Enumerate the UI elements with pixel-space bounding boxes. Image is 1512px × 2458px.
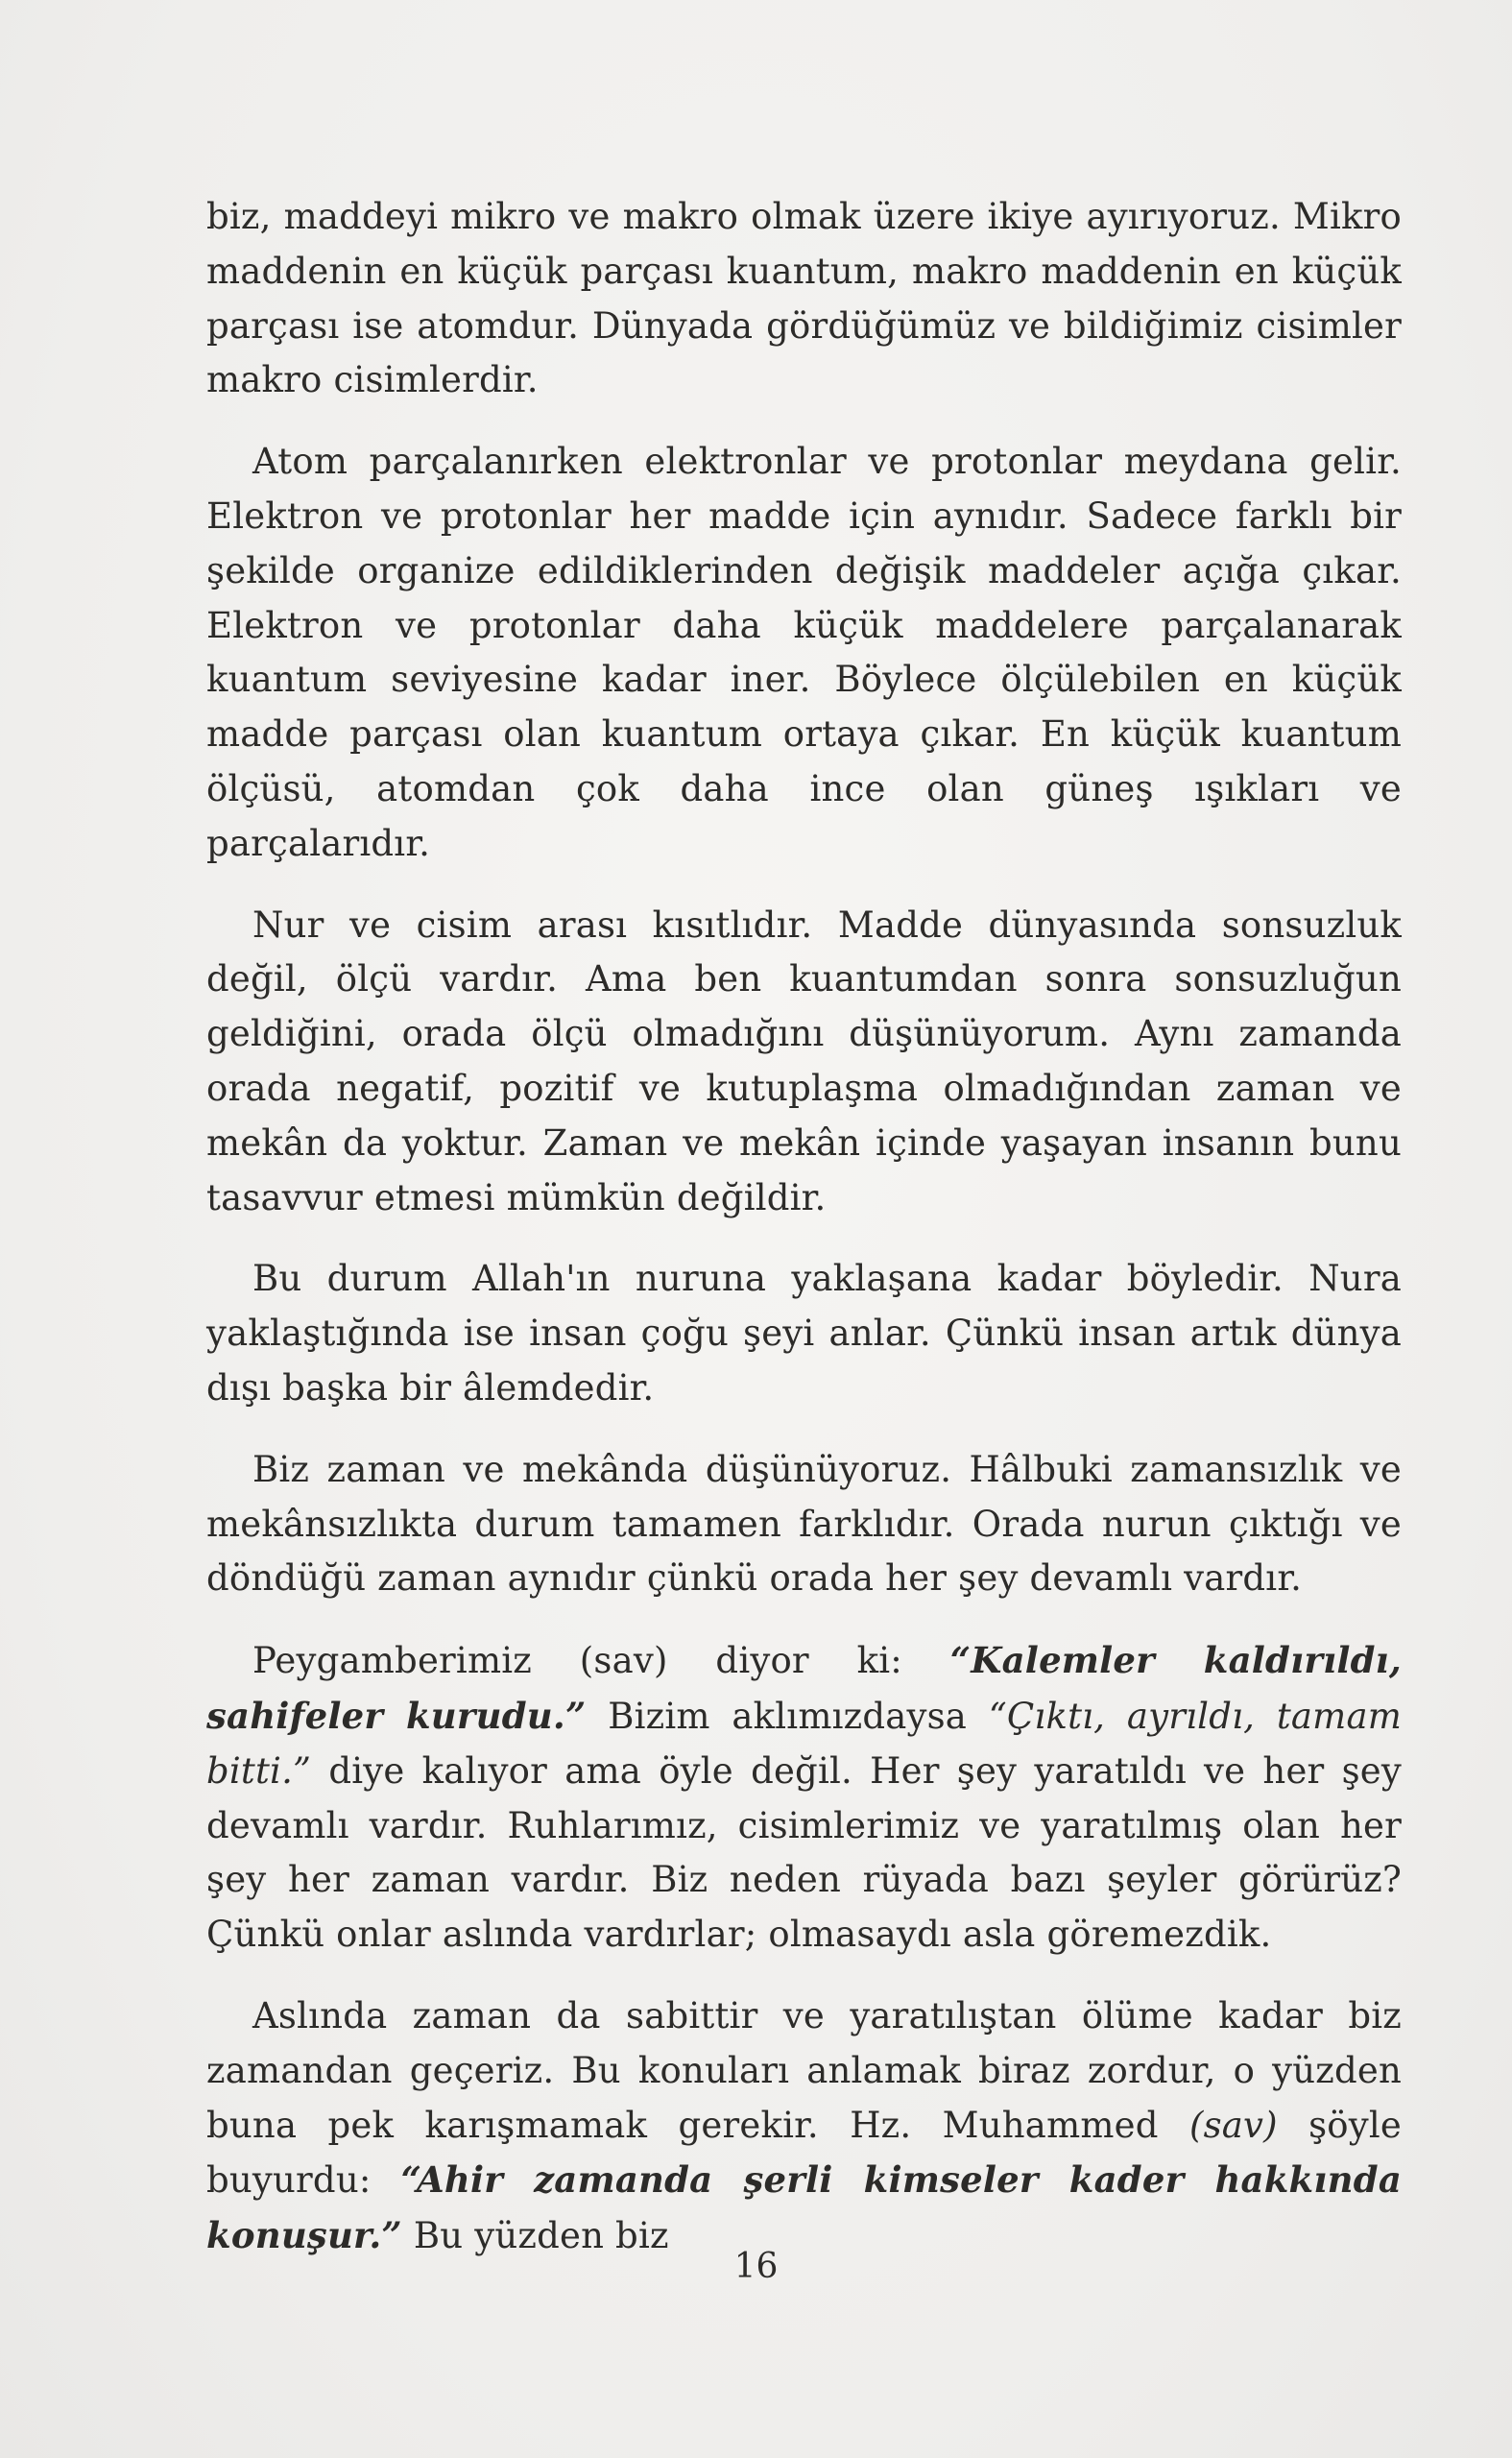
paragraph [206,1252,1402,1415]
page-number: 16 [733,2247,779,2286]
text-span: Biz zaman ve mekânda düşünüyoruz. Hâlbuki zamansızlık ve mekânsızlıkta durum tamamen farklıdır. Orada nurun çıktığı ve döndüğü zaman aynıdır çünkü orada her şey devamlı vardır. [206,1448,1402,1600]
text-span: biz, maddeyi mikro ve makro olmak üzere ikiye ayırıyoruz. Mikro maddenin en küçük parçası kuantum, makro maddenin en küçük parçası ise atomdur. Dünyada gördüğümüz ve bildiğimiz cisimler makro cisimlerdir. [206,196,1402,401]
text-span: Nur ve cisim arası kısıtlıdır. Madde dünyasında sonsuzluk değil, ölçü vardır. Ama ben kuantumdan sonra sonsuzluğun geldiğini, orada ölçü olmadığını düşünüyorum. Aynı zamanda orada negatif, pozitif ve kutuplaşma olmadığından zaman ve mekân da yoktur. Zaman ve mekân içinde yaşayan insanın bunu tasavvur etmesi mümkün değildir. [206,904,1402,1218]
emphasis-span: “Çıktı, ayrıldı, tamam bitti.” [206,1695,1402,1792]
text-span: Atom parçalanırken elektronlar ve protonlar meydana gelir. Elektron ve protonlar her madde için aynıdır. Sadece farklı bir şekilde organize edildiklerinden değişik maddeler açığa çıkar. Elektron ve protonlar daha küçük maddelere parçalanarak kuantum seviyesine kadar iner. Böylece ölçülebilen en küçük madde parçası olan kuantum ortaya çıkar. En küçük kuantum ölçüsü, atomdan çok daha ince olan güneş ışıkları ve parçalarıdır. [206,441,1402,864]
text-span: Bu durum Allah'ın nuruna yaklaşana kadar böyledir. Nura yaklaştığında ise insan çoğu şeyi anlar. Çünkü insan artık dünya dışı başka bir âlemdedir. [206,1258,1402,1409]
paragraph [206,1443,1402,1606]
emphasis-span: “Ahir zamanda şerli kimseler kader hakkında konuşur.” [206,2158,1402,2257]
text-span: diye kalıyor ama öyle değil. Her şey yaratıldı ve her şey devamlı vardır. Ruhlarımız, cisimlerimiz ve yaratılmış olan her şey her zaman vardır. Biz neden rüyada bazı şeyler görürüz? Çünkü onlar aslında vardırlar; olmasaydı asla göremezdik. [206,1749,1402,1956]
body-text [206,190,1402,2291]
text-span: Bu yüzden biz [401,2215,669,2257]
paragraph [206,899,1402,1226]
text-span: Bizim aklımızdaysa [586,1695,989,1737]
text-span: şöyle buyurdu: [206,2104,1403,2202]
paragraph [206,190,1402,408]
emphasis-span: “Kalemler kaldırıldı, sahifeler kurudu.” [206,1639,1402,1737]
text-span: Aslında zaman da sabittir ve yaratılıştan ölüme kadar biz zamandan geçeriz. Bu konuları anlamak biraz zordur, o yüzden buna pek karışmamak gerekir. Hz. Muhammed [206,1994,1402,2146]
emphasis-span: (sav) [1188,2104,1278,2146]
paragraph [206,1989,1402,2264]
paragraph [206,1633,1402,1963]
paragraph [206,435,1402,871]
text-span: Peygamberimiz (sav) diyor ki: [252,1640,950,1682]
